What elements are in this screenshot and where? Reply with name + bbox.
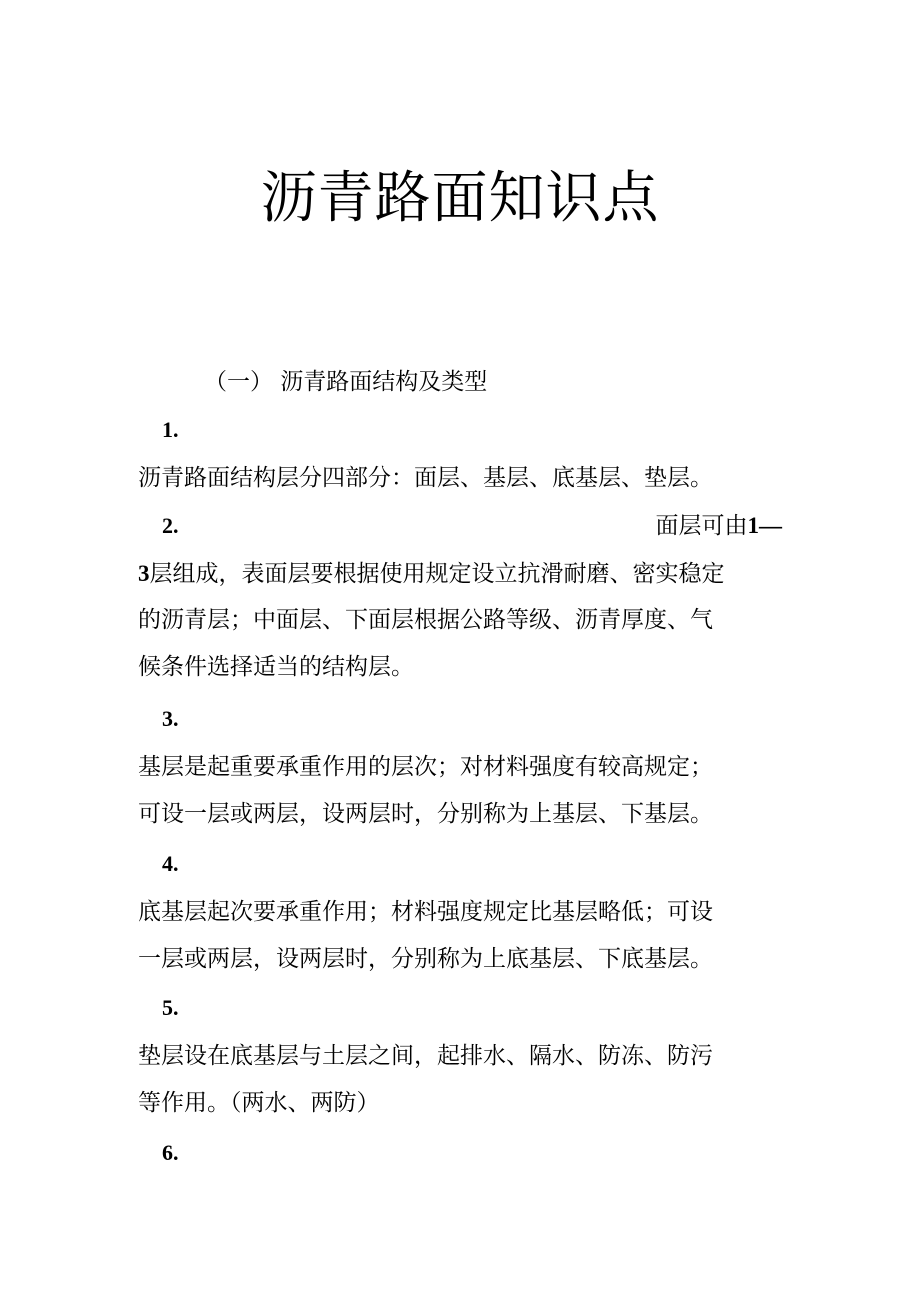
item-number-6: 6. (162, 1140, 179, 1165)
item-2-line-3: 候条件选择适当的结构层。 (138, 654, 414, 680)
item-2-first-line-right (656, 510, 783, 542)
item-2-first-line-text: 面层可由 (655, 513, 748, 539)
item-4-line-2: 一层或两层，设两层时，分别称为上底基层、下底基层。 (138, 946, 713, 972)
item-2-line-1-text: 层组成，表面层要根据使用规定设立抗滑耐磨、密实稳定 (149, 561, 725, 587)
item-number-2: 2. (162, 513, 179, 538)
item-2-line-2: 的沥青层；中面层、下面层根据公路等级、沥青厚度、气 (138, 607, 713, 633)
item-number-3: 3. (162, 706, 179, 731)
item-2-lead-number: 3 (138, 561, 150, 586)
item-number-5: 5. (162, 995, 179, 1020)
item-4-line-1: 底基层起次要承重作用；材料强度规定比基层略低；可设 (138, 899, 713, 925)
section-heading: （一） 沥青路面结构及类型 (204, 369, 488, 395)
item-number-1: 1. (162, 417, 179, 442)
item-1-line-1: 沥青路面结构层分四部分：面层、基层、底基层、垫层。 (138, 465, 713, 491)
page-title: 沥青路面知识点 (260, 166, 660, 231)
item-5-line-1: 垫层设在底基层与土层之间，起排水、隔水、防冻、防污 (138, 1043, 713, 1069)
item-3-line-1: 基层是起重要承重作用的层次；对材料强度有较高规定； (138, 754, 713, 780)
item-2-first-line-bold: 1— (747, 513, 782, 538)
item-3-line-2: 可设一层或两层，设两层时，分别称为上基层、下基层。 (138, 801, 713, 827)
item-2-line-1 (138, 558, 725, 590)
item-number-4: 4. (162, 851, 179, 876)
item-5-line-2: 等作用。（两水、两防） (138, 1090, 380, 1116)
